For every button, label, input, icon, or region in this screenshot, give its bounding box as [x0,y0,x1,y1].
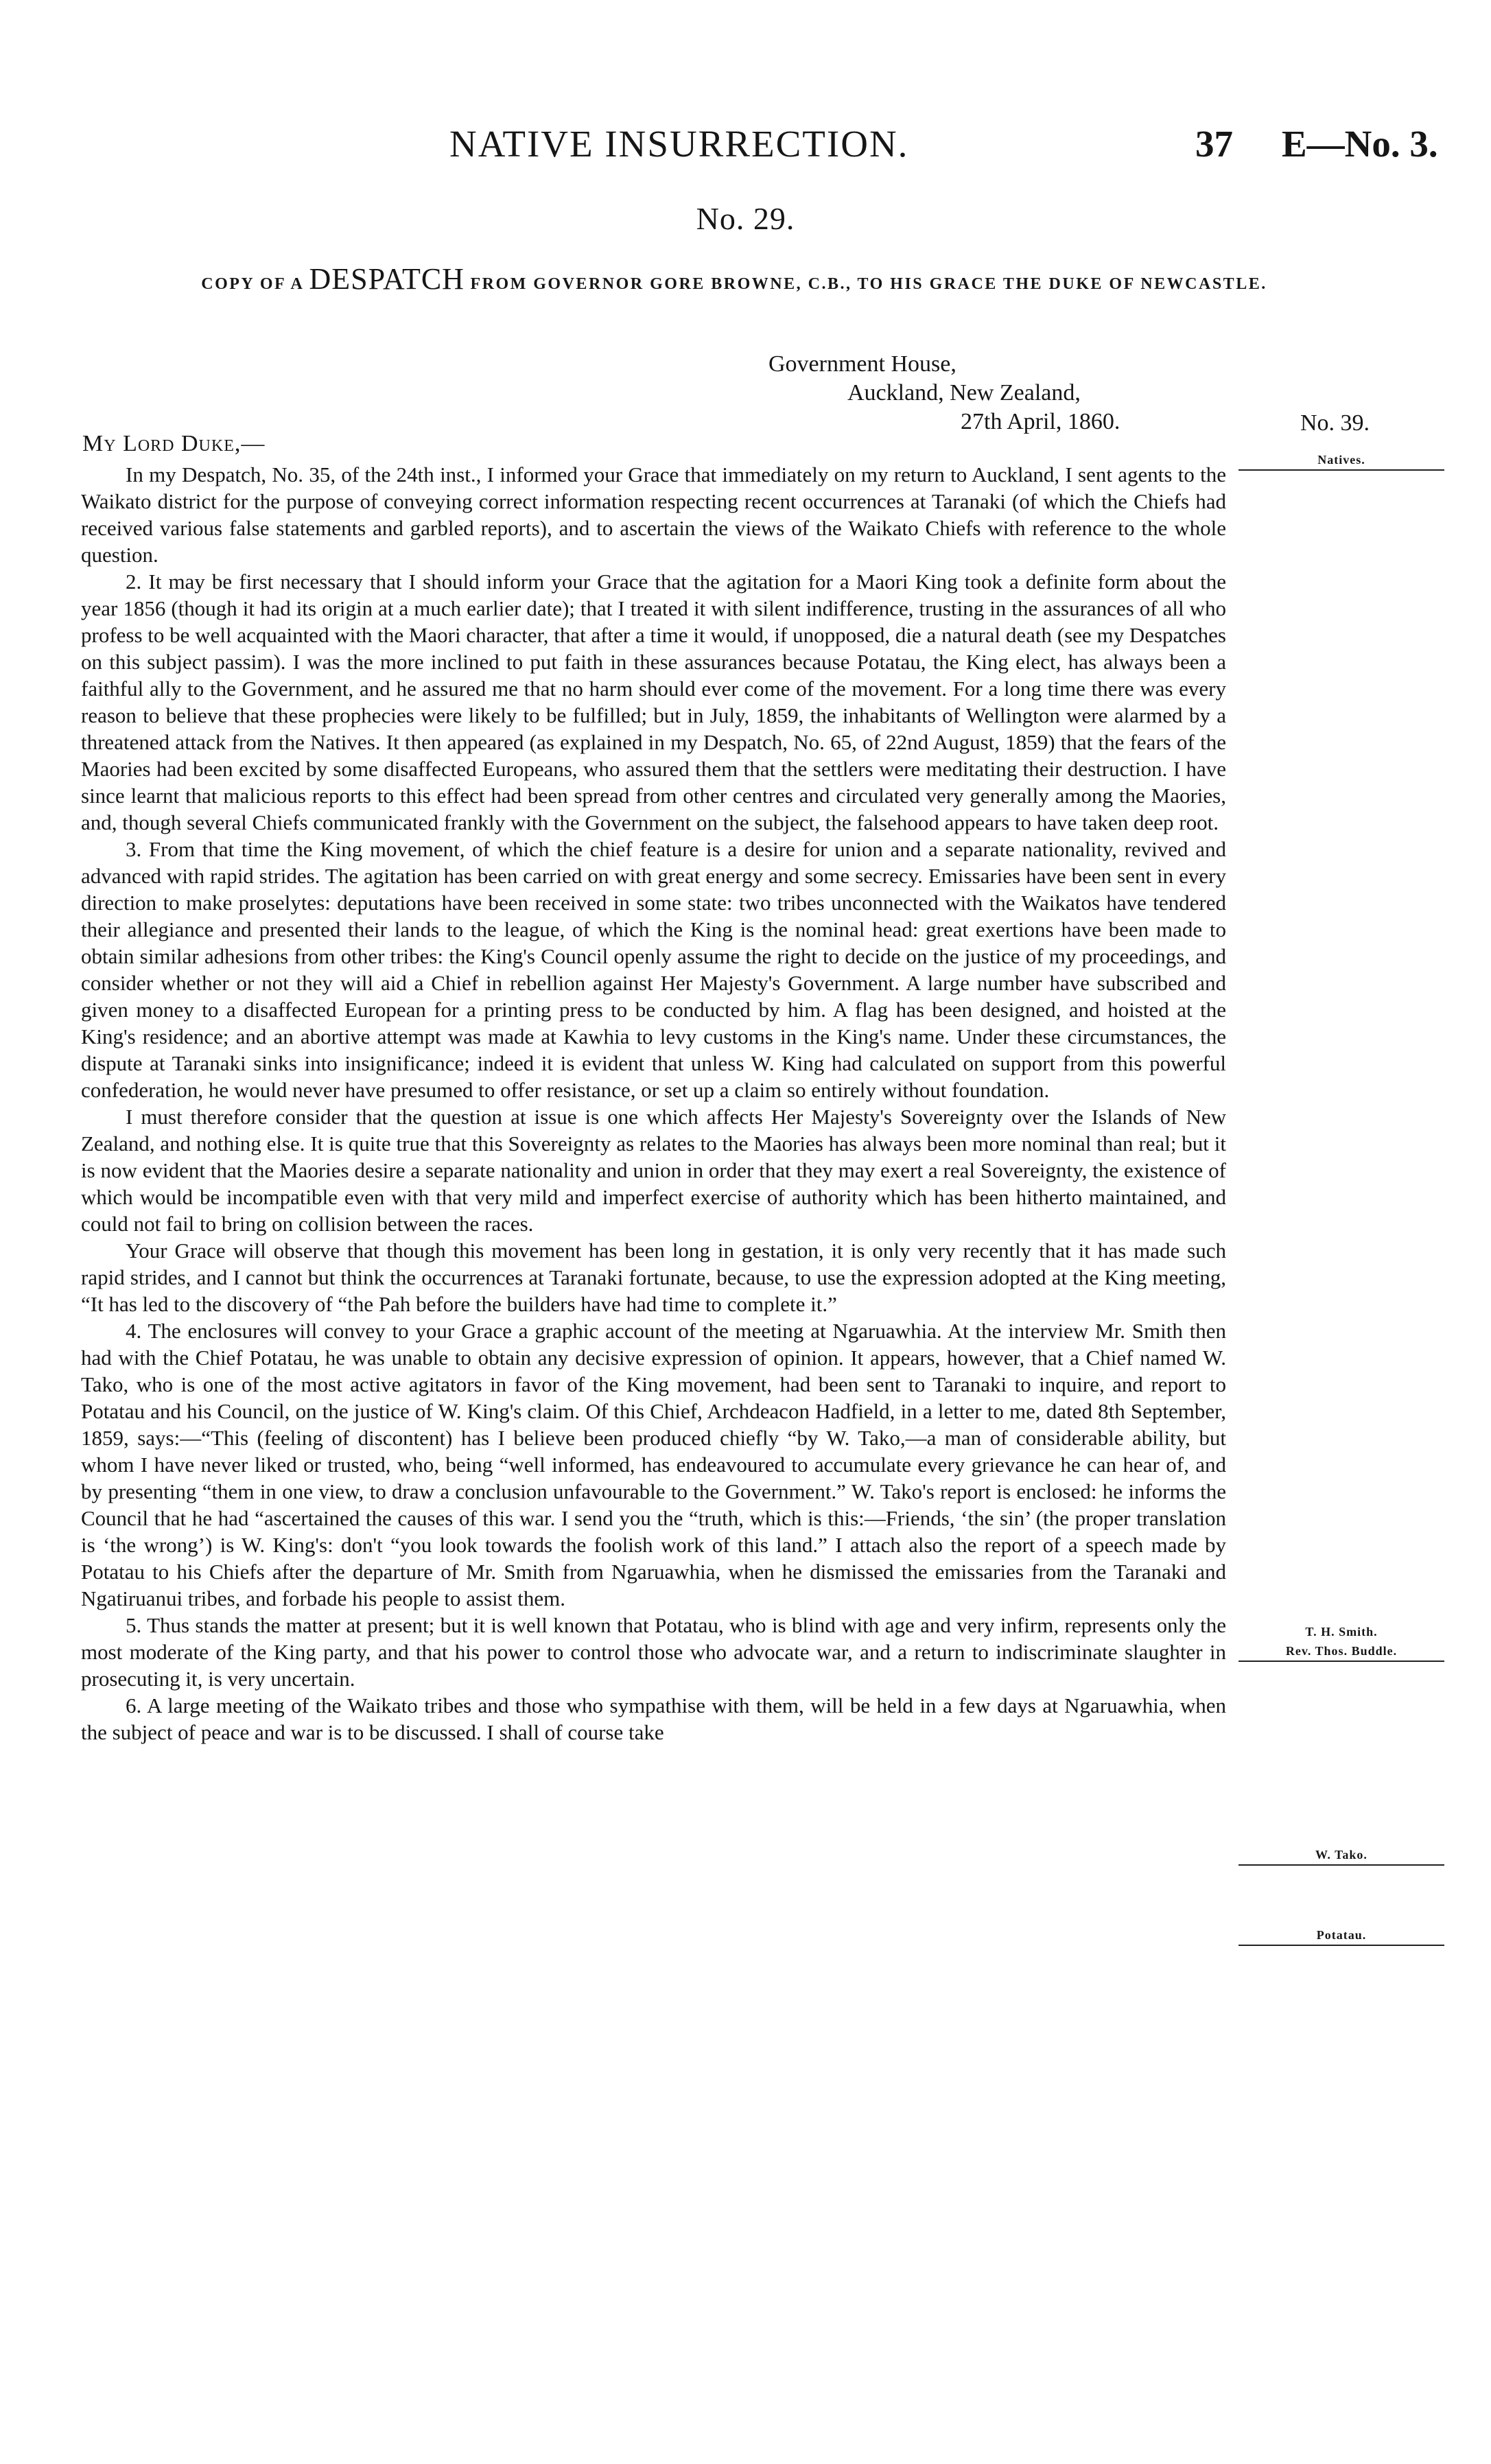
margin-note-buddle [1238,1644,1444,1662]
paragraph-2: 2. It may be first necessary that I should inform your Grace that the agitation for a Maori King took a definite form about the year 1856 (though it had its origin at a much earlier date); that I treated it with silent indifference, trusting in the assurances of all who profess to be well acquainted with the Maori character, that after a time it would, if unopposed, die a natural death (see my Despatches on this subject passim). I was the more inclined to put faith in these assurances because Potatau, the King elect, has always been a faithful ally to the Government, and he assured me that no harm should ever come of the movement. For a long time there was every reason to believe that these prophecies were likely to be fulfilled; but in July, 1859, the inhabitants of Wellington were alarmed by a threatened attack from the Natives. It then appeared (as explained in my Despatch, No. 65, of 22nd August, 1859) that the fears of the Maories had been excited by some disaffected Europeans, who assured them that the settlers were meditating their destruction. I have since learnt that malicious reports to this effect had been spread from other centres and circulated very generally among the Maories, and, though several Chiefs communicated frankly with the Government on the subject, the falsehood appears to have taken deep root. [81,570,1226,834]
heading-prefix: COPY OF A [201,275,303,293]
paragraph-5: 5. Thus stands the matter at present; but it is well known that Potatau, who is blind with age and very infirm, represents only the most moderate of the King party, and that his power to control those who advocate war, and a return to indiscriminate slaughter in prosecuting it, is very uncertain. [81,1613,1226,1691]
address-date: 27th April, 1860. [961,409,1120,434]
margin-note-tako [1238,1848,1444,1866]
margin-note-rule [1238,1864,1444,1866]
sender-address [768,350,1120,436]
heading-rest: FROM GOVERNOR GORE BROWNE, C.B., TO HIS GRACE THE DUKE OF NEWCASTLE. [470,275,1267,293]
margin-note-buddle-text: Rev. Thos. Buddle. [1285,1644,1398,1658]
paragraph-1: In my Despatch, No. 35, of the 24th inst., I informed your Grace that immediately on my return to Auckland, I sent agents to the Waikato district for the purpose of conveying correct information respecting recent occurrences at Taranaki (of which the Chiefs had received various false statements and garbled reports), and to ascertain the views of the Waikato Chiefs with reference to the whole question. [81,462,1226,567]
page-header [0,122,1491,170]
margin-note-rule [1238,1945,1444,1946]
despatch-number: No. 29. [696,201,795,236]
margin-note-potatau [1238,1928,1444,1946]
margin-note-potatau-text: Potatau. [1316,1928,1367,1942]
margin-note-rule [1238,1661,1444,1662]
margin-note-smith-text: T. H. Smith. [1305,1625,1378,1639]
paragraph-3-gestation: Your Grace will observe that though this movement has been long in gestation, it is only very recently that it has made such rapid strides, and I cannot but think the occurrences at Taranaki fortunate, because, to use the expression adopted at the King meeting, “It has led to the discovery of “the Pah before the builders have had time to complete it.” [81,1239,1226,1316]
salutation: My Lord Duke,— [82,431,266,456]
margin-note-smith [1238,1625,1444,1639]
margin-note-tako-text: W. Tako. [1315,1848,1367,1862]
despatch-body [81,461,1226,1746]
address-line-2: Auckland, New Zealand, [847,380,1081,406]
address-line-1: Government House, [768,351,956,377]
cross-reference-number: No. 39. [1300,410,1370,436]
heading-main-word: DESPATCH [309,262,465,296]
paragraph-3-sovereignty: I must therefore consider that the question at issue is one which affects Her Majesty's Sovereignty over the Islands of New Zealand, and nothing else. It is quite true that this Sovereignty as relates to the Maories has always been more nominal than real; but it is now evident that the Maories desire a separate nationality and union in order that they may exert a real Sovereignty, the existence of which would be incompatible even with that very mild and imperfect exercise of authority which has been hitherto maintained, and could not fail to bring on collision between the races. [81,1105,1226,1236]
running-title: NATIVE INSURRECTION. [449,123,909,165]
paragraph-6: 6. A large meeting of the Waikato tribes and those who sympathise with them, will be held in a few days at Ngaruawhia, when the subject of peace and war is to be discussed. I shall of course take [81,1693,1226,1744]
despatch-heading [96,262,1372,298]
paragraph-3: 3. From that time the King movement, of which the chief feature is a desire for union and a separate nationality, revived and advanced with rapid strides. The agitation has been carried on with great energy and some secrecy. Emissaries have been sent in every direction to make proselytes: deputations have been received in some state: two tribes unconnected with the Waikatos have tendered their allegiance and presented their lands to the league, of which the King is the nominal head: great exertions have been made to obtain similar adhesions from other tribes: the King's Council openly assume the right to decide on the justice of my proceedings, and consider whether or not they will aid a Chief in rebellion against Her Majesty's Government. A large number have subscribed and given money to a disaffected European for a printing press to be conducted by him. A flag has been designed, and hoisted at the King's residence; and an abortive attempt was made at Kawhia to levy customs in the King's name. Under these circumstances, the dispute at Taranaki sinks into insignificance; indeed it is evident that unless W. King had calculated on support from this powerful confederation, he would never have presumed to offer resistance, or set up a claim so entirely without foundation. [81,837,1226,1102]
margin-note-natives [1238,453,1444,471]
paragraph-4: 4. The enclosures will convey to your Grace a graphic account of the meeting at Ngaruawhia. At the interview Mr. Smith then had with the Chief Potatau, he was unable to obtain any decisive expression of opinion. It appears, however, that a Chief named W. Tako, who is one of the most active agitators in favor of the King movement, had been sent to Taranaki to inquire, and report to Potatau and his Council, on the justice of W. King's claim. Of this Chief, Archdeacon Hadfield, in a letter to me, dated 8th September, 1859, says:—“This (feeling of discontent) has I believe been produced chiefly “by W. Tako,—a man of considerable ability, but whom I have never liked or trusted, who, being “well informed, has endeavoured to accumulate every grievance he can hear of, and by presenting “them in one view, to draw a conclusion unfavourable to the Government.” W. Tako's report is enclosed: he informs the Council that he had “ascertained the causes of this war. I send you the “truth, which is this:—Friends, ‘the sin’ (the proper translation is ‘the wrong’) is W. King's: don't “you look towards the foolish work of this land.” I attach also the report of a speech made by Potatau to his Chiefs after the departure of Mr. Smith from Ngaruawhia, when he dismissed the emissaries from the Taranaki and Ngatiruanui tribes, and forbade his people to assist them. [81,1319,1226,1610]
page-number: 37 [1195,123,1233,165]
margin-note-natives-text: Natives. [1317,453,1365,467]
margin-note-rule [1238,469,1444,471]
paper-reference: E—No. 3. [1282,123,1438,165]
